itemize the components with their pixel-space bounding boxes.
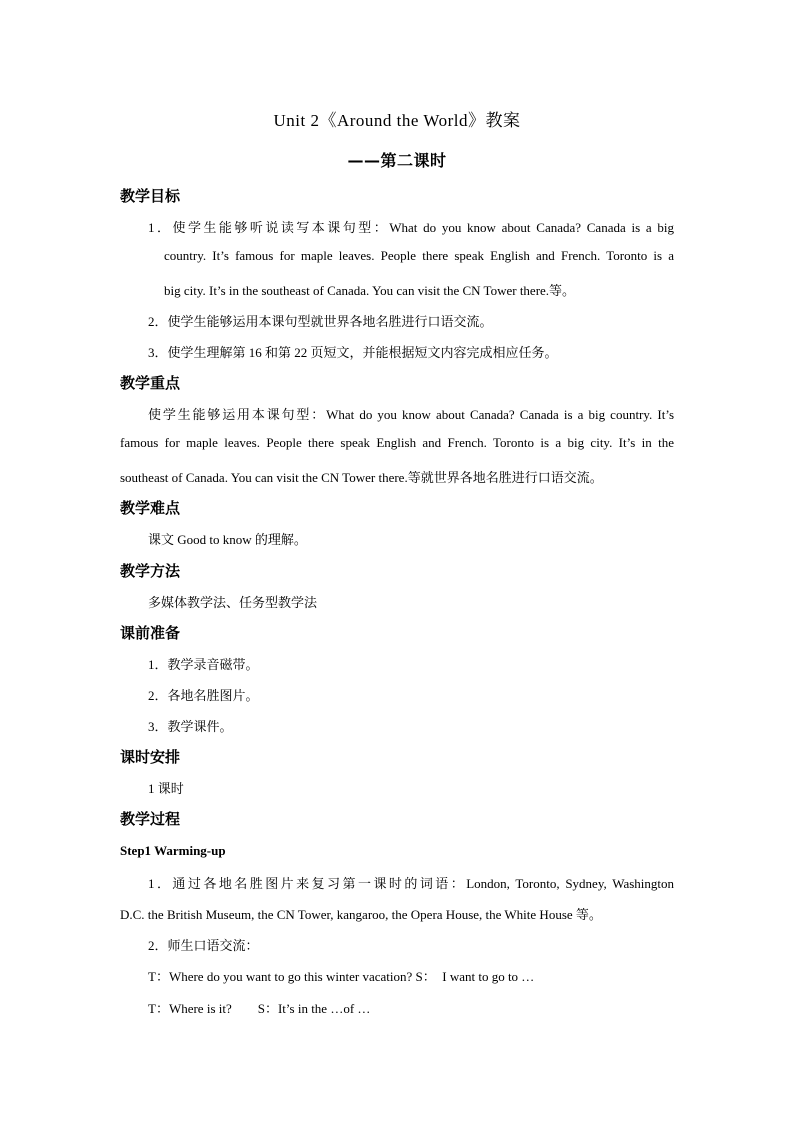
preparation-item-2: 2．各地名胜图片。 xyxy=(148,688,259,703)
key-points-line-2: famous for maple leaves. People there speak English and French. Toronto is a big city. It’s in the xyxy=(120,435,674,450)
preparation-item-3: 3．教学课件。 xyxy=(148,719,233,734)
objective-item-1-line-1: 1．使学生能够听说读写本课句型：What do you know about Canada? Canada is a big xyxy=(148,220,674,235)
heading-objectives: 教学目标 xyxy=(120,187,181,205)
heading-process: 教学过程 xyxy=(120,810,181,828)
process-item-1-line-1: 1．通过各地名胜图片来复习第一课时的词语：London, Toronto, Sydney, Washington xyxy=(148,876,674,891)
heading-key-points: 教学重点 xyxy=(120,374,181,392)
step1-heading: Step1 Warming-up xyxy=(120,843,226,858)
preparation-item-1: 1．教学录音磁带。 xyxy=(148,657,259,672)
dialog-line-2: T：Where is it? S：It’s in the …of … xyxy=(148,1001,371,1016)
schedule-line-1: 1 课时 xyxy=(148,781,184,796)
methods-line-1: 多媒体教学法、任务型教学法 xyxy=(148,595,318,610)
heading-difficulties: 教学难点 xyxy=(120,499,181,517)
key-points-line-3: southeast of Canada. You can visit the CN Tower there.等就世界各地名胜进行口语交流。 xyxy=(120,470,603,485)
objective-item-3: 3．使学生理解第 16 和第 22 页短文，并能根据短文内容完成相应任务。 xyxy=(148,345,558,360)
difficulties-line-1: 课文 Good to know 的理解。 xyxy=(148,532,307,547)
objective-item-1-line-2: country. It’s famous for maple leaves. People there speak English and French. Toronto is a xyxy=(164,248,674,263)
key-points-line-1: 使学生能够运用本课句型：What do you know about Canada? Canada is a big country. It’s xyxy=(148,407,674,422)
process-item-2: 2．师生口语交流： xyxy=(148,938,259,953)
document-subtitle: ——第二课时 xyxy=(347,151,447,170)
dialog-line-1: T：Where do you want to go this winter vacation? S： I want to go to … xyxy=(148,969,535,984)
document-title: Unit 2《Around the World》教案 xyxy=(273,111,521,130)
objective-item-1-line-3: big city. It’s in the southeast of Canada. You can visit the CN Tower there.等。 xyxy=(164,283,576,298)
process-item-1-line-2: D.C. the British Museum, the CN Tower, kangaroo, the Opera House, the White House 等。 xyxy=(120,907,602,922)
objective-item-2: 2．使学生能够运用本课句型就世界各地名胜进行口语交流。 xyxy=(148,314,493,329)
heading-methods: 教学方法 xyxy=(120,562,181,580)
heading-preparation: 课前准备 xyxy=(120,624,181,642)
heading-schedule: 课时安排 xyxy=(120,748,181,766)
